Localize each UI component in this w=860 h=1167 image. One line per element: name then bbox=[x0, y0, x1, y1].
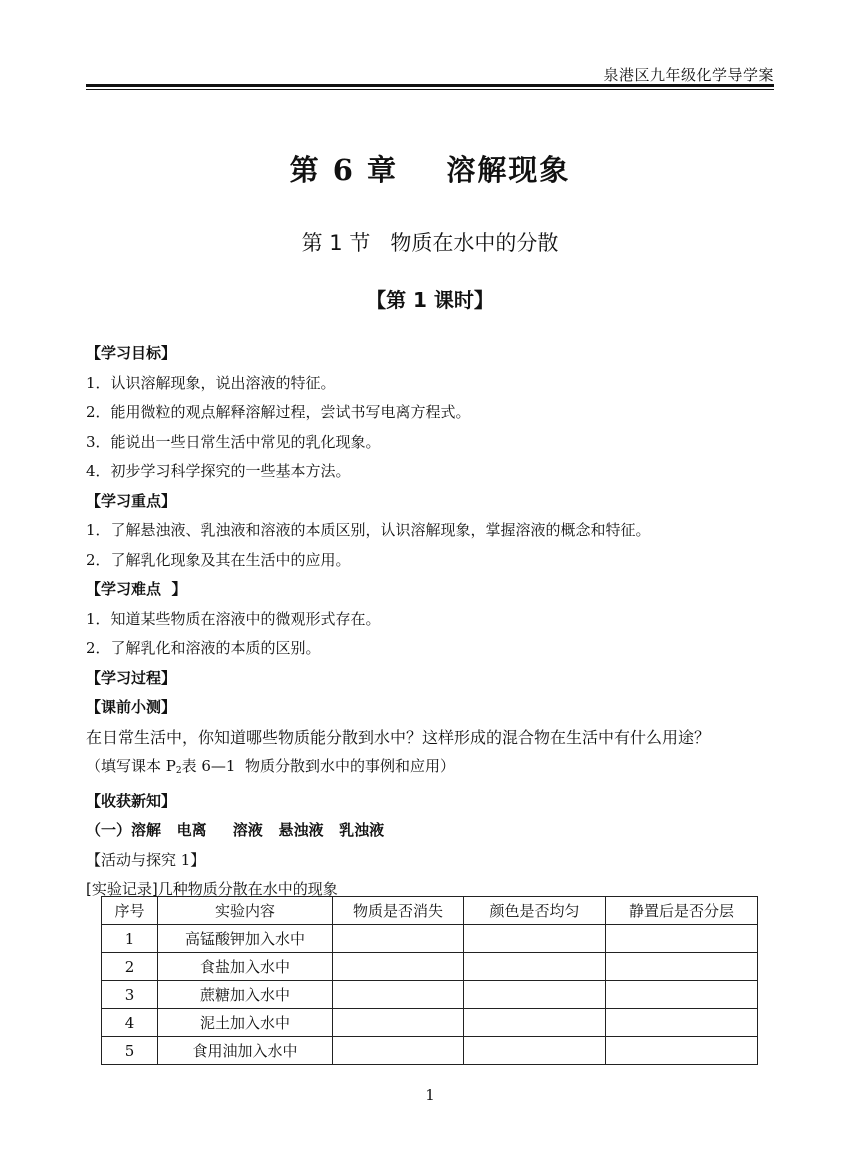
pretest-note-after: 表 6—1 物质分散到水中的事例和应用） bbox=[181, 757, 456, 775]
table-cell-blank[interactable] bbox=[606, 981, 758, 1009]
pretest-note-sub: 2 bbox=[175, 766, 182, 776]
pretest-note-before: （填写课本 P bbox=[86, 757, 176, 775]
table-row bbox=[102, 953, 758, 981]
table-cell-blank[interactable] bbox=[464, 925, 606, 953]
table-cell-blank[interactable] bbox=[606, 1009, 758, 1037]
key-point-item: 2．了解乳化现象及其在生活中的应用。 bbox=[86, 550, 351, 569]
table-cell-blank[interactable] bbox=[464, 1037, 606, 1065]
table-cell-blank[interactable] bbox=[464, 981, 606, 1009]
table-caption: [实验记录]几种物质分散在水中的现象 bbox=[86, 880, 338, 898]
table-cell: 3 bbox=[102, 981, 158, 1009]
table-header-row bbox=[102, 897, 758, 925]
table-cell-blank[interactable] bbox=[606, 953, 758, 981]
table-cell-blank[interactable] bbox=[333, 1037, 464, 1065]
table-cell: 4 bbox=[102, 1009, 158, 1037]
table-cell: 1 bbox=[102, 925, 158, 953]
table-cell-blank[interactable] bbox=[333, 981, 464, 1009]
activity-heading: 【活动与探究 1】 bbox=[86, 850, 206, 869]
table-cell-blank[interactable] bbox=[333, 1009, 464, 1037]
section-title: 第 1 节 物质在水中的分散 bbox=[301, 231, 559, 255]
table-row bbox=[102, 925, 758, 953]
new-knowledge-topic: （一）溶解 电离 溶液 悬浊液 乳浊液 bbox=[86, 821, 385, 839]
chapter-title: 第 6 章 溶解现象 bbox=[289, 153, 571, 187]
goal-item: 2．能用微粒的观点解释溶解过程，尝试书写电离方程式。 bbox=[86, 403, 471, 421]
header-rule-thick bbox=[86, 84, 774, 87]
experiment-table bbox=[101, 896, 758, 1065]
table-row bbox=[102, 1037, 758, 1065]
process-heading: 【学习过程】 bbox=[86, 668, 177, 687]
table-cell-blank[interactable] bbox=[606, 1037, 758, 1065]
table-cell: 蔗糖加入水中 bbox=[158, 981, 333, 1009]
running-header: 泉港区九年级化学导学案 bbox=[603, 66, 774, 84]
lesson-title: 【第 1 课时】 bbox=[366, 288, 494, 312]
pretest-question: 在日常生活中，你知道哪些物质能分散到水中？这样形成的混合物在生活中有什么用途？ bbox=[86, 727, 711, 747]
pretest-heading: 【课前小测】 bbox=[86, 698, 177, 716]
table-cell: 高锰酸钾加入水中 bbox=[158, 925, 333, 953]
table-cell: 5 bbox=[102, 1037, 158, 1065]
table-cell: 2 bbox=[102, 953, 158, 981]
goal-item: 1．认识溶解现象，说出溶液的特征。 bbox=[86, 373, 336, 392]
table-header-cell: 实验内容 bbox=[158, 897, 333, 925]
difficulty-item: 2．了解乳化和溶液的本质的区别。 bbox=[86, 639, 321, 657]
key-point-item: 1．了解悬浊液、乳浊液和溶液的本质区别，认识溶解现象，掌握溶液的概念和特征。 bbox=[86, 521, 651, 539]
goal-item: 4．初步学习科学探究的一些基本方法。 bbox=[86, 462, 351, 480]
table-cell-blank[interactable] bbox=[464, 953, 606, 981]
table-cell-blank[interactable] bbox=[333, 925, 464, 953]
goals-heading: 【学习目标】 bbox=[86, 344, 177, 362]
table-cell-blank[interactable] bbox=[333, 953, 464, 981]
table-cell: 泥土加入水中 bbox=[158, 1009, 333, 1037]
table-header-cell: 静置后是否分层 bbox=[606, 897, 758, 925]
page-number: 1 bbox=[425, 1086, 435, 1104]
table-cell-blank[interactable] bbox=[464, 1009, 606, 1037]
new-knowledge-heading: 【收获新知】 bbox=[86, 791, 177, 810]
table-cell: 食用油加入水中 bbox=[158, 1037, 333, 1065]
table-header-cell: 序号 bbox=[102, 897, 158, 925]
table-cell: 食盐加入水中 bbox=[158, 953, 333, 981]
header-rule-thin bbox=[86, 89, 774, 90]
difficulty-item: 1．知道某些物质在溶液中的微观形式存在。 bbox=[86, 609, 381, 628]
table-cell-blank[interactable] bbox=[606, 925, 758, 953]
key-points-heading: 【学习重点】 bbox=[86, 491, 177, 510]
goal-item: 3．能说出一些日常生活中常见的乳化现象。 bbox=[86, 432, 381, 451]
document-body bbox=[86, 339, 786, 905]
table-row bbox=[102, 1009, 758, 1037]
table-header-cell: 颜色是否均匀 bbox=[464, 897, 606, 925]
difficulties-heading: 【学习难点 】 bbox=[86, 580, 187, 598]
table-row bbox=[102, 981, 758, 1009]
pretest-note bbox=[86, 752, 786, 787]
table-header-cell: 物质是否消失 bbox=[333, 897, 464, 925]
